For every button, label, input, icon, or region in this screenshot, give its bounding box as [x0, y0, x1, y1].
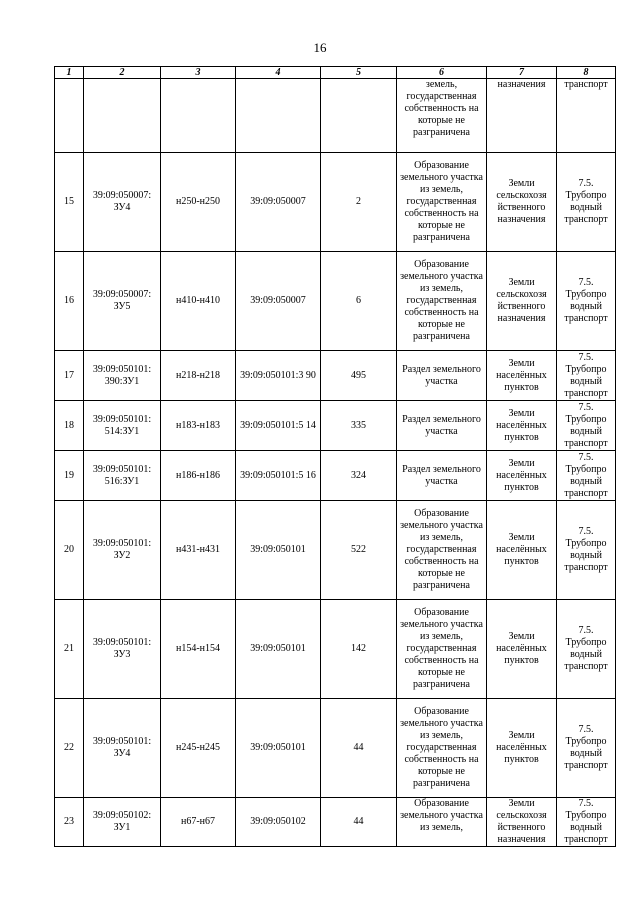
cell-quarter: 39:09:050102: [236, 798, 321, 847]
cell-formation-type: Образование земельного участка из земель,: [397, 798, 487, 847]
cell-area: 44: [321, 699, 397, 798]
col-header: 7: [487, 67, 557, 79]
cell-quarter: 39:09:050101: [236, 600, 321, 699]
cell-permitted-use: 7.5. Трубопро водный транспорт: [557, 451, 616, 501]
cell-land-category: Земли населённых пунктов: [487, 699, 557, 798]
cell-number: 15: [55, 153, 84, 252]
cell-permitted-use: транспорт: [557, 79, 616, 153]
cell-points: н245-н245: [161, 699, 236, 798]
cell-formation-type: Образование земельного участка из земель, государственная собственность на которые не разграничена: [397, 153, 487, 252]
cell-quarter: 39:09:050101:5 14: [236, 401, 321, 451]
cell-cadastral-id: 39:09:050101: 516:ЗУ1: [84, 451, 161, 501]
cell-area: 2: [321, 153, 397, 252]
table-row-continuation: [55, 79, 616, 153]
cell-cadastral-id: 39:09:050102: ЗУ1: [84, 798, 161, 847]
table-row: [55, 252, 616, 351]
cell-cadastral-id: 39:09:050007: ЗУ5: [84, 252, 161, 351]
cell-formation-type: Раздел земельного участка: [397, 401, 487, 451]
cell-land-category: Земли сельскохозя йственного назначения: [487, 153, 557, 252]
col-header: 3: [161, 67, 236, 79]
cell-area: 522: [321, 501, 397, 600]
cell-formation-type: Образование земельного участка из земель, государственная собственность на которые не разграничена: [397, 600, 487, 699]
page-number: 16: [313, 40, 327, 55]
cell-quarter: 39:09:050101:3 90: [236, 351, 321, 401]
cell-cadastral-id: 39:09:050101: 390:ЗУ1: [84, 351, 161, 401]
cell-number: 17: [55, 351, 84, 401]
cell-land-category: назначения: [487, 79, 557, 153]
table-row: [55, 351, 616, 401]
cell-land-category: Земли сельскохозя йственного назначения: [487, 798, 557, 847]
cell-permitted-use: 7.5. Трубопро водный транспорт: [557, 153, 616, 252]
cell-quarter: 39:09:050101:5 16: [236, 451, 321, 501]
cell-quarter: 39:09:050007: [236, 252, 321, 351]
cell-formation-type: Образование земельного участка из земель, государственная собственность на которые не разграничена: [397, 501, 487, 600]
table-row: [55, 699, 616, 798]
col-header: 2: [84, 67, 161, 79]
cell-permitted-use: 7.5. Трубопро водный транспорт: [557, 351, 616, 401]
cell-number: 16: [55, 252, 84, 351]
cell-number: 19: [55, 451, 84, 501]
table-row: [55, 501, 616, 600]
table-row: [55, 153, 616, 252]
cell-points: н431-н431: [161, 501, 236, 600]
cell-cadastral-id: 39:09:050101: 514:ЗУ1: [84, 401, 161, 451]
cell-permitted-use: 7.5. Трубопро водный транспорт: [557, 798, 616, 847]
cell-cadastral-id: 39:09:050101: ЗУ3: [84, 600, 161, 699]
cell-area: 142: [321, 600, 397, 699]
cell-formation-type: Раздел земельного участка: [397, 351, 487, 401]
cell-points: н410-н410: [161, 252, 236, 351]
table-row: [55, 600, 616, 699]
cell-permitted-use: 7.5. Трубопро водный транспорт: [557, 401, 616, 451]
table-row: [55, 451, 616, 501]
column-number-row: [55, 67, 616, 79]
cell-number: 18: [55, 401, 84, 451]
cell-land-category: Земли населённых пунктов: [487, 451, 557, 501]
cell-cadastral-id: 39:09:050101: ЗУ4: [84, 699, 161, 798]
land-plots-table: [54, 66, 616, 847]
cell-points: н183-н183: [161, 401, 236, 451]
col-header: 6: [397, 67, 487, 79]
cell-quarter: 39:09:050007: [236, 153, 321, 252]
cell-points: н218-н218: [161, 351, 236, 401]
cell-points: н250-н250: [161, 153, 236, 252]
table-row: [55, 401, 616, 451]
cell-area: 335: [321, 401, 397, 451]
cell-formation-type: Образование земельного участка из земель, государственная собственность на которые не разграничена: [397, 252, 487, 351]
cell-permitted-use: 7.5. Трубопро водный транспорт: [557, 501, 616, 600]
cell-formation-type: земель, государственная собственность на которые не разграничена: [397, 79, 487, 153]
cell-number: 22: [55, 699, 84, 798]
cell-land-category: Земли населённых пунктов: [487, 501, 557, 600]
cell-points: н67-н67: [161, 798, 236, 847]
cell-number: 21: [55, 600, 84, 699]
col-header: 5: [321, 67, 397, 79]
cell-area: 44: [321, 798, 397, 847]
cell-land-category: Земли населённых пунктов: [487, 401, 557, 451]
cell-area: 495: [321, 351, 397, 401]
cell-area: 324: [321, 451, 397, 501]
cell-number: 23: [55, 798, 84, 847]
cell-cadastral-id: 39:09:050101: ЗУ2: [84, 501, 161, 600]
cell-quarter: 39:09:050101: [236, 501, 321, 600]
cell-number: 20: [55, 501, 84, 600]
cell-points: н154-н154: [161, 600, 236, 699]
cell-land-category: Земли сельскохозя йственного назначения: [487, 252, 557, 351]
cell-quarter: 39:09:050101: [236, 699, 321, 798]
col-header: 8: [557, 67, 616, 79]
cell-land-category: Земли населённых пунктов: [487, 600, 557, 699]
table-row: [55, 798, 616, 847]
cell-formation-type: Образование земельного участка из земель, государственная собственность на которые не разграничена: [397, 699, 487, 798]
cell-formation-type: Раздел земельного участка: [397, 451, 487, 501]
col-header: 4: [236, 67, 321, 79]
cell-permitted-use: 7.5. Трубопро водный транспорт: [557, 252, 616, 351]
cell-permitted-use: 7.5. Трубопро водный транспорт: [557, 699, 616, 798]
col-header: 1: [55, 67, 84, 79]
cell-cadastral-id: 39:09:050007: ЗУ4: [84, 153, 161, 252]
cell-points: н186-н186: [161, 451, 236, 501]
cell-permitted-use: 7.5. Трубопро водный транспорт: [557, 600, 616, 699]
cell-area: 6: [321, 252, 397, 351]
cell-land-category: Земли населённых пунктов: [487, 351, 557, 401]
